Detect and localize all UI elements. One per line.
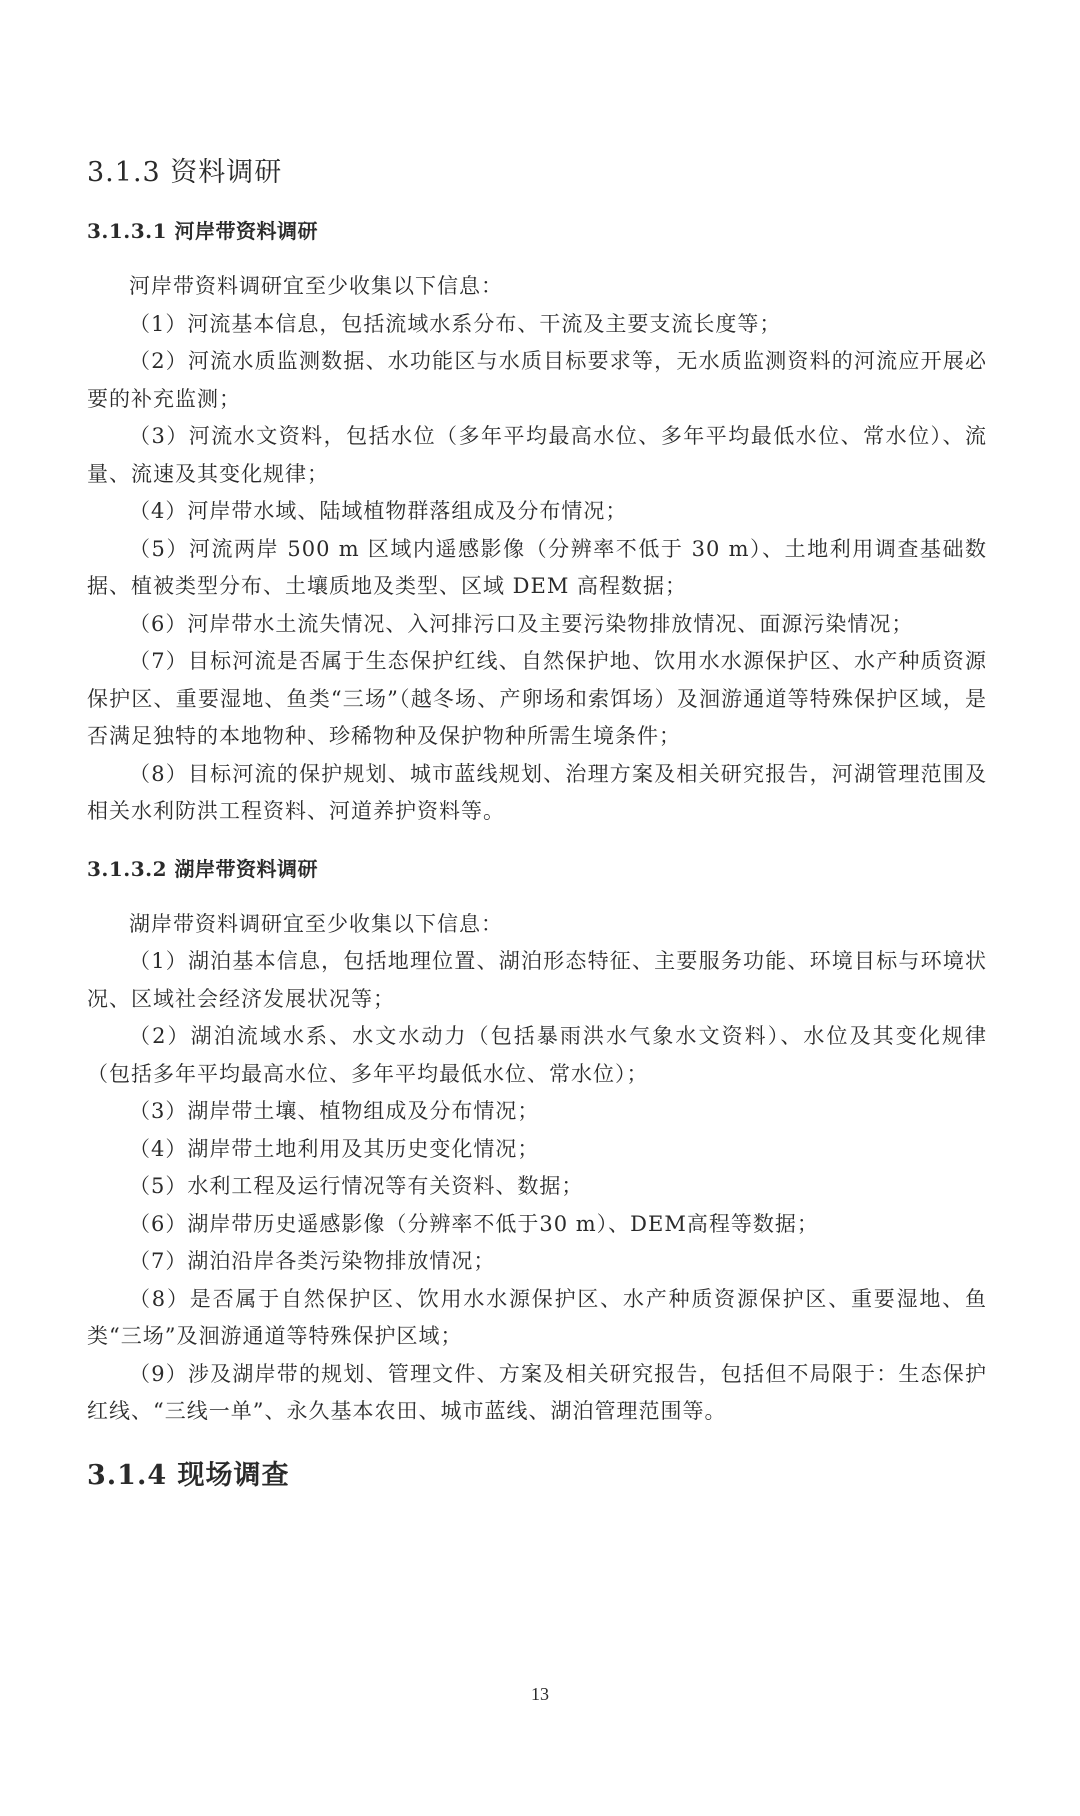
list-item: （4）湖岸带土地利用及其历史变化情况； — [129, 1136, 540, 1161]
list-item: （6）湖岸带历史遥感影像（分辨率不低于30 m）、DEM高程等数据； — [129, 1211, 819, 1236]
list-item: （7）目标河流是否属于生态保护红线、自然保护地、饮用水水源保护区、水产种质资源保护区、重要湿地、鱼类“三场”（越冬场、产卵场和索饵场）及洄游通道等特殊保护区域，是否满足独特的本地物种、珍稀物种及保护物种所需生境条件； — [87, 649, 987, 748]
list-item: （7）湖泊沿岸各类污染物排放情况； — [129, 1249, 496, 1273]
page-content — [87, 150, 987, 1492]
list-item: （8）目标河流的保护规划、城市蓝线规划、治理方案及相关研究报告，河湖管理范围及相关水利防洪工程资料、河道养护资料等。 — [87, 761, 987, 823]
list-item: （9）涉及湖岸带的规划、管理文件、方案及相关研究报告，包括但不局限于：生态保护红线、“三线一单”、永久基本农田、城市蓝线、湖泊管理范围等。 — [87, 1361, 987, 1423]
list-item: （2）湖泊流域水系、水文水动力（包括暴雨洪水气象水文资料）、水位及其变化规律（包括多年平均最高水位、多年平均最低水位、常水位）； — [87, 1024, 987, 1086]
page-number: 13 — [531, 1684, 549, 1704]
list-item: （5）水利工程及运行情况等有关资料、数据； — [129, 1174, 584, 1198]
paragraph-intro: 河岸带资料调研宜至少收集以下信息： — [129, 274, 503, 298]
subsection-heading-3-1-3-1: 3.1.3.1 河岸带资料调研 — [87, 219, 319, 243]
list-item: （1）河流基本信息，包括流域水系分布、干流及主要支流长度等； — [129, 311, 782, 336]
list-item: （8）是否属于自然保护区、饮用水水源保护区、水产种质资源保护区、重要湿地、鱼类“三场”及洄游通道等特殊保护区域； — [87, 1286, 987, 1348]
subsection-lakeshore — [87, 853, 987, 1431]
section-heading-3-1-4: 3.1.4 现场调查 — [87, 1459, 290, 1491]
paragraph-intro: 湖岸带资料调研宜至少收集以下信息： — [129, 911, 503, 936]
list-item: （3）湖岸带土壤、植物组成及分布情况； — [129, 1099, 540, 1123]
list-item: （1）湖泊基本信息，包括地理位置、湖泊形态特征、主要服务功能、环境目标与环境状况、区域社会经济发展状况等； — [87, 949, 987, 1011]
list-item: （5）河流两岸 500 m 区域内遥感影像（分辨率不低于 30 m）、土地利用调查基础数据、植被类型分布、土壤质地及类型、区域 DEM 高程数据； — [87, 536, 987, 598]
list-item: （2）河流水质监测数据、水功能区与水质目标要求等，无水质监测资料的河流应开展必要的补充监测； — [87, 349, 987, 411]
section-heading-3-1-3: 3.1.3 资料调研 — [87, 157, 283, 188]
subsection-heading-3-1-3-2: 3.1.3.2 湖岸带资料调研 — [87, 856, 319, 881]
list-item: （4）河岸带水域、陆域植物群落组成及分布情况； — [129, 499, 628, 523]
subsection-riverbank — [87, 215, 987, 831]
list-item: （3）河流水文资料，包括水位（多年平均最高水位、多年平均最低水位、常水位）、流量、流速及其变化规律； — [87, 424, 987, 486]
list-item: （6）河岸带水土流失情况、入河排污口及主要污染物排放情况、面源污染情况； — [129, 611, 914, 636]
